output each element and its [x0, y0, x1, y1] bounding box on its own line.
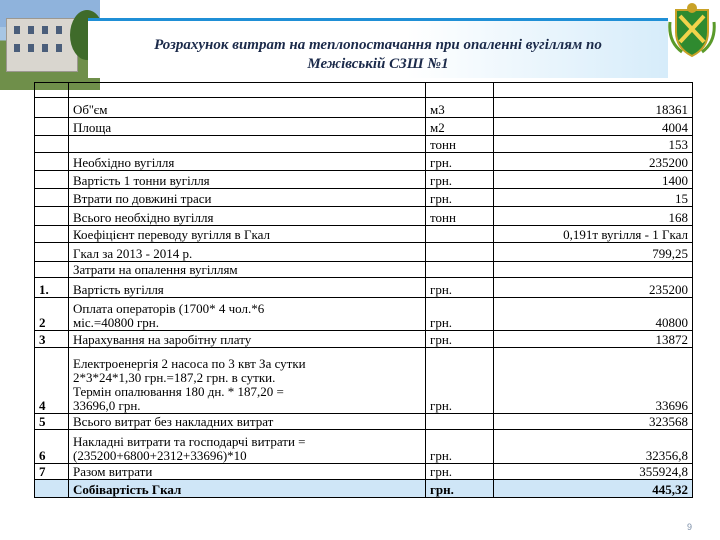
row-label-cell: Втрати по довжині траси [69, 189, 426, 207]
title-line-1: Розрахунок витрат на теплопостачання при опаленні вугіллям по [154, 37, 602, 53]
row-unit-cell: грн. [426, 278, 494, 298]
row-value-cell: 15 [494, 189, 693, 207]
row-number-cell [35, 98, 69, 118]
cost-table-wrapper [34, 82, 692, 498]
row-value-cell: 355924,8 [494, 464, 693, 480]
row-label-cell [69, 136, 426, 153]
row-value-cell: 153 [494, 136, 693, 153]
table-row [35, 207, 693, 226]
row-unit-cell: грн. [426, 298, 494, 331]
row-number-cell: 3 [35, 331, 69, 348]
table-row [35, 83, 693, 98]
page-number: 9 [686, 522, 692, 532]
table-row [35, 171, 693, 189]
window [28, 26, 34, 34]
row-unit-cell: м2 [426, 118, 494, 136]
title-line-2: Межівській СЗШ №1 [307, 56, 449, 72]
row-unit-cell [426, 243, 494, 262]
table-row [35, 98, 693, 118]
row-value-cell [494, 83, 693, 98]
row-value-cell: 168 [494, 207, 693, 226]
row-number-cell [35, 118, 69, 136]
row-number-cell [35, 480, 69, 498]
row-value-cell: 40800 [494, 298, 693, 331]
coat-of-arms-icon [668, 2, 716, 58]
row-number-cell: 1. [35, 278, 69, 298]
row-value-cell: 799,25 [494, 243, 693, 262]
row-number-cell [35, 243, 69, 262]
window [28, 44, 34, 52]
row-label-cell: Собівартість Гкал [69, 480, 426, 498]
row-number-cell [35, 153, 69, 171]
row-value-cell: 235200 [494, 278, 693, 298]
row-number-cell: 6 [35, 430, 69, 464]
row-number-cell [35, 207, 69, 226]
row-label-cell: Об''єм [69, 98, 426, 118]
row-number-cell [35, 226, 69, 243]
row-label-cell [69, 83, 426, 98]
row-number-cell: 4 [35, 348, 69, 414]
window [14, 44, 20, 52]
row-unit-cell: грн. [426, 171, 494, 189]
row-label-cell: Вартість вугілля [69, 278, 426, 298]
row-label-cell: Площа [69, 118, 426, 136]
row-number-cell [35, 171, 69, 189]
row-unit-cell: грн. [426, 189, 494, 207]
row-unit-cell: грн. [426, 430, 494, 464]
row-value-cell [494, 262, 693, 278]
row-unit-cell [426, 262, 494, 278]
table-row [35, 136, 693, 153]
row-unit-cell: тонн [426, 207, 494, 226]
table-row [35, 414, 693, 430]
school-photo [0, 0, 100, 90]
table-row [35, 153, 693, 171]
row-label-cell: Всього витрат без накладних витрат [69, 414, 426, 430]
row-number-cell [35, 189, 69, 207]
table-row [35, 480, 693, 498]
row-unit-cell [426, 226, 494, 243]
row-label-cell: Електроенергія 2 насоса по 3 квт За сутки 2*3*24*1,30 грн.=187,2 грн. в сутки. Термін опалювання 180 дн. * 187,20 = 33696,0 грн. [69, 348, 426, 414]
window [56, 26, 62, 34]
row-unit-cell: грн. [426, 348, 494, 414]
window [14, 26, 20, 34]
row-value-cell: 4004 [494, 118, 693, 136]
row-number-cell [35, 136, 69, 153]
table-row [35, 262, 693, 278]
row-label-cell: Затрати на опалення вугіллям [69, 262, 426, 278]
row-number-cell [35, 83, 69, 98]
window [42, 44, 48, 52]
table-row [35, 430, 693, 464]
row-unit-cell: грн. [426, 480, 494, 498]
cost-table [34, 82, 693, 498]
table-row [35, 298, 693, 331]
row-unit-cell: м3 [426, 98, 494, 118]
page-title [94, 36, 662, 74]
row-value-cell: 18361 [494, 98, 693, 118]
table-row [35, 243, 693, 262]
row-unit-cell: грн. [426, 153, 494, 171]
table-row [35, 331, 693, 348]
row-number-cell: 2 [35, 298, 69, 331]
table-row [35, 226, 693, 243]
row-unit-cell [426, 414, 494, 430]
row-label-cell: Вартість 1 тонни вугілля [69, 171, 426, 189]
table-row [35, 278, 693, 298]
row-value-cell: 445,32 [494, 480, 693, 498]
row-value-cell: 1400 [494, 171, 693, 189]
row-unit-cell: грн. [426, 464, 494, 480]
row-label-cell: Необхідно вугілля [69, 153, 426, 171]
table-row [35, 348, 693, 414]
row-label-cell: Оплата операторів (1700* 4 чол.*6 міс.=40800 грн. [69, 298, 426, 331]
row-value-cell: 13872 [494, 331, 693, 348]
row-number-cell [35, 262, 69, 278]
row-label-cell: Разом витрати [69, 464, 426, 480]
row-label-cell: Коефіцієнт переводу вугілля в Гкал [69, 226, 426, 243]
table-row [35, 118, 693, 136]
table-row [35, 464, 693, 480]
row-label-cell: Всього необхідно вугілля [69, 207, 426, 226]
row-number-cell: 7 [35, 464, 69, 480]
table-row [35, 189, 693, 207]
row-number-cell: 5 [35, 414, 69, 430]
row-unit-cell: грн. [426, 331, 494, 348]
window [56, 44, 62, 52]
row-value-cell: 32356,8 [494, 430, 693, 464]
row-value-cell: 235200 [494, 153, 693, 171]
row-value-cell: 33696 [494, 348, 693, 414]
row-label-cell: Гкал за 2013 - 2014 р. [69, 243, 426, 262]
row-label-cell: Накладні витрати та господарчі витрати = (235200+6800+2312+33696)*10 [69, 430, 426, 464]
row-unit-cell: тонн [426, 136, 494, 153]
row-value-cell: 323568 [494, 414, 693, 430]
row-value-cell: 0,191т вугілля - 1 Гкал [494, 226, 693, 243]
row-unit-cell [426, 83, 494, 98]
window [42, 26, 48, 34]
row-label-cell: Нарахування на заробітну плату [69, 331, 426, 348]
